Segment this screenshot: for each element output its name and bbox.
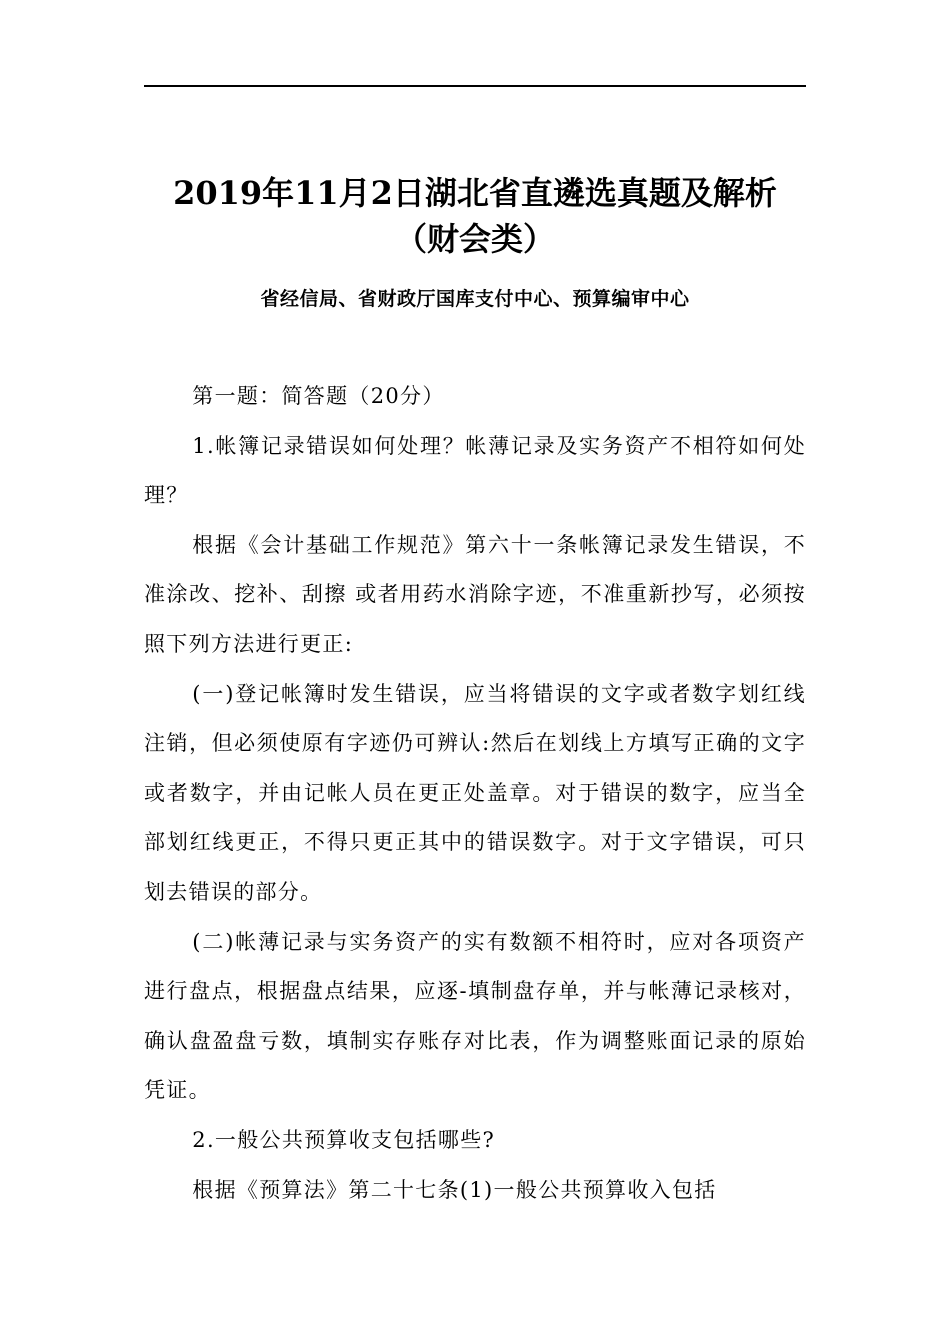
answer-paragraph: 根据《预算法》第二十七条(1)一般公共预算收入包括 <box>192 1177 717 1202</box>
question-1: 1.帐簿记录错误如何处理？帐薄记录及实务资产不相符如何处理？ <box>144 433 806 508</box>
document-title: 2019年11月2日湖北省直遴选真题及解析 （财会类） <box>173 174 777 258</box>
answer-paragraph: (二)帐薄记录与实务资产的实有数额不相符时，应对各项资产进行盘点，根据盘点结果，应逐-填制盘存单，并与帐薄记录核对，确认盘盈盘亏数，填制实存账存对比表，作为调整账面记录的原始凭证。 <box>144 929 806 1103</box>
answer-paragraph: 根据《会计基础工作规范》第六十一条帐簿记录发生错误，不准涂改、挖补、刮擦 或者用药水消除字迹，不准重新抄写，必须按照下列方法进行更正: <box>144 532 806 656</box>
document-subtitle: 省经信局、省财政厅国库支付中心、预算编审中心 <box>260 288 690 310</box>
header-rule <box>144 85 806 87</box>
answer-paragraph: (一)登记帐簿时发生错误，应当将错误的文字或者数字划红线注销，但必须使原有字迹仍可辨认:然后在划线上方填写正确的文字或者数字，并由记帐人员在更正处盖章。对于错误的数字，应当全部划红线更正，不得只更正其中的错误数字。对于文字错误，可只划去错误的部分。 <box>144 681 806 904</box>
question-2: 2.一般公共预算收支包括哪些? <box>192 1127 496 1152</box>
document-body <box>144 372 806 1215</box>
section-heading: 第一题：简答题（20分） <box>192 384 445 408</box>
